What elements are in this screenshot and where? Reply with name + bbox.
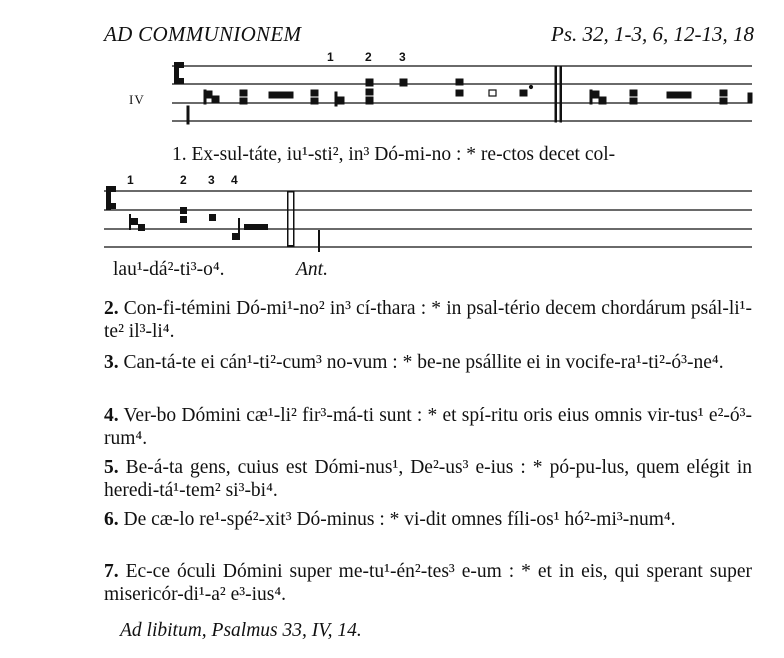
neume-number: 2 [365,50,372,64]
neume-number: 3 [208,173,215,187]
verse-text: Ver-bo Dómini cæ¹-li² fir³-má-ti sunt : * et spí-ritu oris eius omnis vir-tus¹ e²-ó³-rum⁴. [104,405,753,449]
verse-4 [104,404,752,450]
c-clef-icon [174,62,184,84]
neume-number: 1 [127,173,134,187]
antiphon-return: Ant. [296,259,328,280]
verse-text: Con-fi-témini Dó-mi¹-no² in³ cí-thara : * in psal-tério decem chordárum psál-li¹-te² il³-li⁴. [104,298,752,342]
mode-label: IV [129,92,145,107]
neumes-staff-2 [129,191,320,252]
verse-number: 3. [104,352,119,373]
verse-3 [104,351,752,374]
verse-6 [104,508,752,531]
ad-libitum-note: Ad libitum, Psalmus 33, IV, 14. [120,620,362,641]
verse-5 [104,456,752,502]
verse-text: De cæ-lo re¹-spé²-xit³ Dó-minus : * vi-dit omnes fíli-os¹ hó²-mi³-num⁴. [123,509,676,530]
verse-number: 4. [104,405,119,426]
neume-number: 1 [327,50,334,64]
staff-2 [104,191,752,247]
verse-1-line-1: 1. Ex-sul-táte, iu¹-sti², in³ Dó-mi-no : * re-ctos decet col- [172,144,616,165]
verse-number: 5. [104,457,119,478]
c-clef-icon [106,186,116,210]
verse-text: Can-tá-te ei cán¹-ti²-cum³ no-vum : * be-ne psállite ei in vocife-ra¹-ti²-ó³-ne⁴. [123,352,724,373]
verse-1-line-2: lau¹-dá²-ti³-o⁴. [113,259,225,280]
neume-number: 3 [399,50,406,64]
neumes-staff-1 [187,66,752,124]
verse-number: 7. [104,561,119,582]
psalm-reference: Ps. 32, 1-3, 6, 12-13, 18 [551,22,754,46]
neume-number: 2 [180,173,187,187]
neume-number: 4 [231,173,238,187]
verse-text: Be-á-ta gens, cuius est Dómi-nus¹, De²-us³ e-ius : * pó-pu-lus, quem elégit in heredi-tá¹-tem² si³-bi⁴. [104,457,753,501]
verse-2 [104,297,752,343]
chant-notation [0,0,784,260]
verse-number: 2. [104,298,119,319]
verse-number: 6. [104,509,119,530]
chant-title: AD COMMUNIONEM [104,22,302,46]
verse-7 [104,560,752,606]
verse-text: Ec-ce óculi Dómini super me-tu¹-én²-tes³ e-um : * et in eis, qui sperant super misericór-di¹-a² e³-ius⁴. [104,561,752,605]
